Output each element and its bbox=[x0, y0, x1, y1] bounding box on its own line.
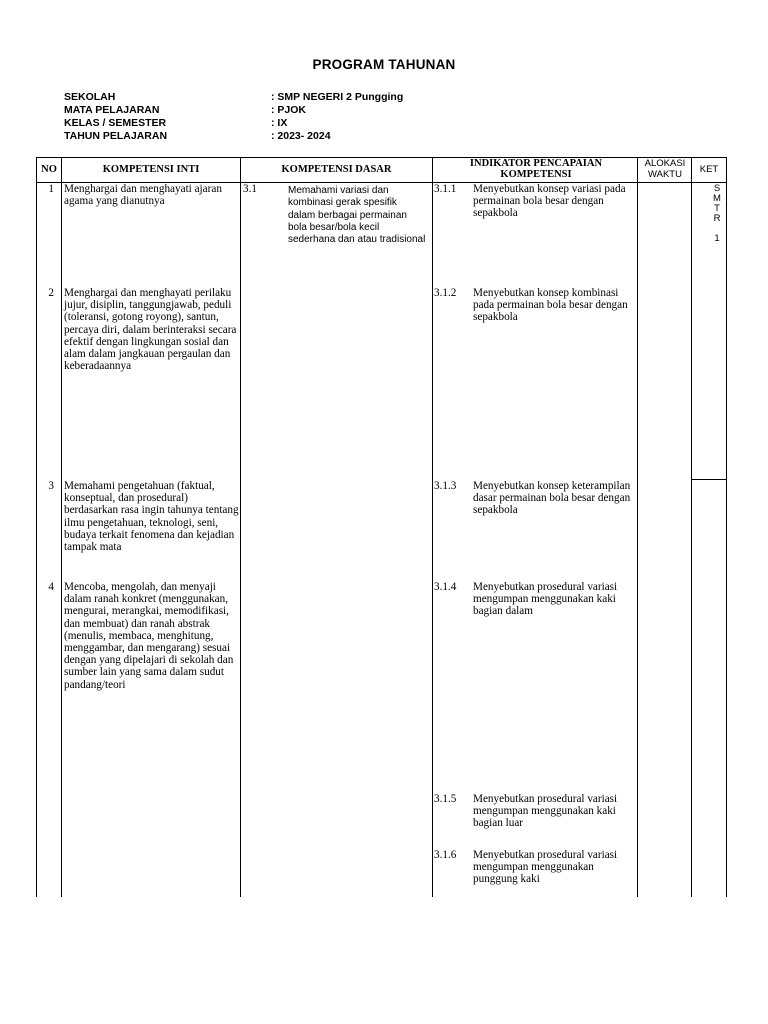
info-value-tahun-pelajaran: : 2023- 2024 bbox=[271, 130, 331, 142]
header-ket: KET bbox=[699, 164, 719, 175]
ki-number: 1 bbox=[48, 183, 54, 195]
info-value-mata-pelajaran: : PJOK bbox=[271, 104, 307, 116]
col-border-ki bbox=[240, 157, 241, 897]
header-alokasi-waktu: ALOKASI WAKTU bbox=[644, 158, 686, 180]
ipk-number: 3.1.3 bbox=[434, 480, 457, 492]
page-title: PROGRAM TAHUNAN bbox=[312, 57, 456, 72]
ki-number: 4 bbox=[48, 581, 54, 593]
ket-cell-divider bbox=[691, 479, 726, 480]
header-kompetensi-dasar: KOMPETENSI DASAR bbox=[281, 164, 392, 175]
info-label-mata-pelajaran: MATA PELAJARAN bbox=[64, 104, 160, 116]
ki-number: 2 bbox=[48, 287, 54, 299]
ipk-number: 3.1.1 bbox=[434, 183, 457, 195]
header-no: NO bbox=[41, 164, 57, 175]
ipk-number: 3.1.5 bbox=[434, 793, 457, 805]
ipk-number: 3.1.6 bbox=[434, 849, 457, 861]
info-label-kelas-semester: KELAS / SEMESTER bbox=[64, 117, 167, 129]
ki-text: Memahami pengetahuan (faktual, konseptual, dan prosedural) berdasarkan rasa ingin tahunya tentang ilmu pengetahuan, teknologi, seni, budaya terkait fenomena dan kejadian tampak mata bbox=[64, 480, 239, 554]
ipk-text: Menyebutkan prosedural variasi mengumpan menggunakan punggung kaki bbox=[473, 849, 618, 886]
ket-letter: S bbox=[713, 183, 721, 194]
ket-semester-number: 1 bbox=[714, 233, 720, 244]
ket-letter: R bbox=[713, 213, 721, 224]
ki-text: Menghargai dan menghayati ajaran agama yang dianutnya bbox=[64, 183, 222, 208]
kd-text: Memahami variasi dan kombinasi gerak spesifik dalam berbagai permainan bola besar/bola kecil sederhana dan atau tradisional bbox=[288, 185, 426, 246]
ipk-text: Menyebutkan konsep variasi pada permainan bola besar dengan sepakbola bbox=[473, 183, 626, 220]
info-value-kelas-semester: : IX bbox=[271, 117, 288, 129]
ipk-text: Menyebutkan prosedural variasi mengumpan menggunakan kaki bagian luar bbox=[473, 793, 618, 830]
ipk-text: Menyebutkan konsep keterampilan dasar permainan bola besar dengan sepakbola bbox=[473, 480, 631, 517]
ket-letter: M bbox=[713, 193, 721, 204]
ki-text: Menghargai dan menghayati perilaku jujur, disiplin, tanggungjawab, peduli (toleransi, gotong royong), santun, percaya diri, dalam berinteraksi secara efektif dengan lingkungan sosial dan alam dalam jangkauan pergaulan dan keberadaannya bbox=[64, 287, 237, 373]
info-label-sekolah: SEKOLAH bbox=[64, 91, 116, 103]
header-indikator: INDIKATOR PENCAPAIAN KOMPETENSI bbox=[469, 158, 603, 180]
col-border-no bbox=[61, 157, 62, 897]
header-kompetensi-inti: KOMPETENSI INTI bbox=[102, 164, 200, 175]
ket-letter: T bbox=[714, 203, 720, 214]
col-border-right bbox=[726, 157, 727, 897]
col-border-alokasi bbox=[691, 157, 692, 897]
ki-text: Mencoba, mengolah, dan menyaji dalam ranah konkret (menggunakan, mengurai, merangkai, memodifikasi, dan membuat) dan ranah abstrak (menulis, membaca, menghitung, menggambar, dan mengarang) sesuai dengan yang dipelajari di sekolah dan sumber lain yang sama dalam sudut pandang/teori bbox=[64, 581, 234, 691]
ipk-text: Menyebutkan prosedural variasi mengumpan menggunakan kaki bagian dalam bbox=[473, 581, 618, 618]
ki-number: 3 bbox=[48, 480, 54, 492]
ipk-number: 3.1.4 bbox=[434, 581, 457, 593]
col-border-left bbox=[36, 157, 37, 897]
info-label-tahun-pelajaran: TAHUN PELAJARAN bbox=[64, 130, 168, 142]
info-value-sekolah: : SMP NEGERI 2 Pungging bbox=[271, 91, 404, 103]
col-border-kd bbox=[432, 157, 433, 897]
ipk-number: 3.1.2 bbox=[434, 287, 457, 299]
kd-number: 3.1 bbox=[243, 183, 257, 195]
ipk-text: Menyebutkan konsep kombinasi pada permainan bola besar dengan sepakbola bbox=[473, 287, 628, 324]
col-border-ipk bbox=[637, 157, 638, 897]
